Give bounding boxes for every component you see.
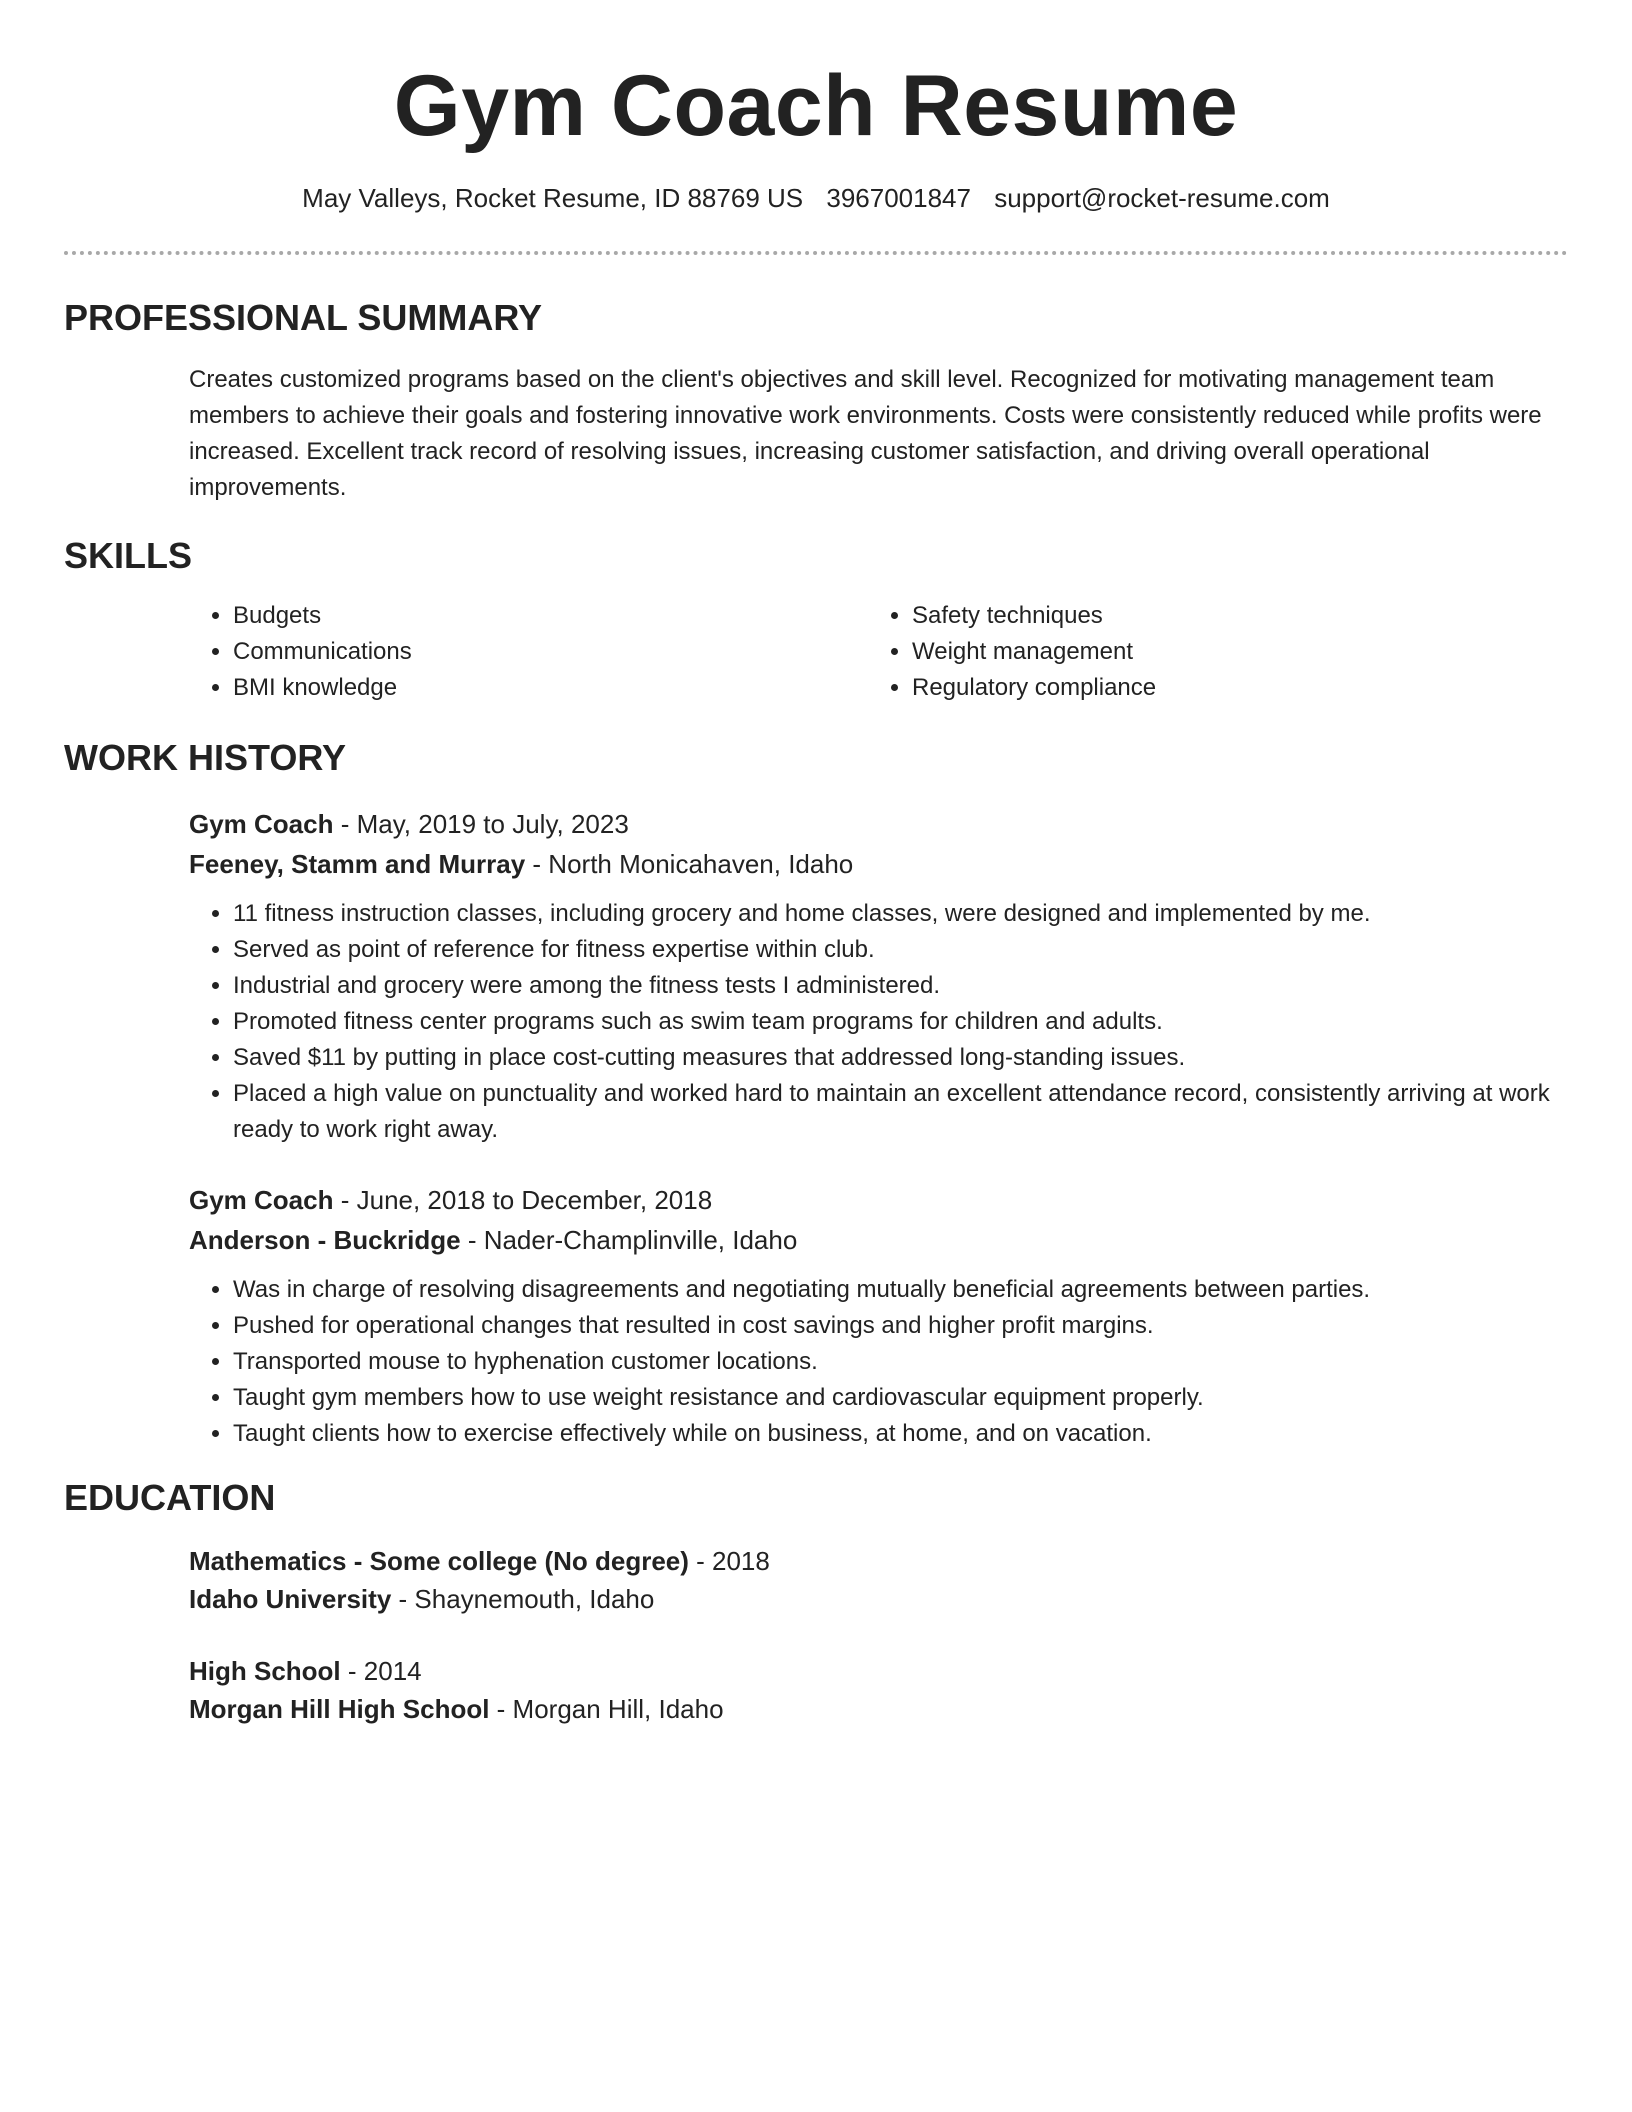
education-school-line	[189, 1690, 1569, 1728]
job-entry	[189, 1180, 1569, 1452]
job-bullet: • Industrial and grocery were among the fitness tests I administered.	[233, 968, 1573, 1004]
education-year: - 2014	[340, 1656, 422, 1686]
education-entry	[189, 1542, 1569, 1618]
resume-title: Gym Coach Resume	[393, 58, 1239, 154]
education-school: Morgan Hill High School	[189, 1694, 490, 1724]
work-history-heading: WORK HISTORY	[64, 737, 347, 778]
education-year: - 2018	[688, 1546, 770, 1576]
job-bullet: • Was in charge of resolving disagreements and negotiating mutually beneficial agreements between parties.	[233, 1272, 1573, 1308]
education-school-line	[189, 1580, 1569, 1618]
education-degree-line	[189, 1542, 1569, 1580]
skill-item: • Weight management	[912, 634, 1528, 670]
job-bullet: • Taught gym members how to use weight resistance and cardiovascular equipment properly.	[233, 1380, 1573, 1416]
job-bullet: • Served as point of reference for fitness expertise within club.	[233, 932, 1573, 968]
job-bullet: • Pushed for operational changes that resulted in cost savings and higher profit margins.	[233, 1308, 1573, 1344]
summary-section	[189, 362, 1561, 506]
skill-item: • Communications	[233, 634, 849, 670]
summary-heading: PROFESSIONAL SUMMARY	[64, 297, 543, 338]
job-title: Gym Coach	[189, 1185, 334, 1215]
education-heading: EDUCATION	[64, 1477, 276, 1518]
job-company-line	[189, 1220, 1569, 1260]
job-bullet: • Transported mouse to hyphenation customer locations.	[233, 1344, 1573, 1380]
skill-item: • Safety techniques	[912, 598, 1528, 634]
contact-email: support@rocket-resume.com	[994, 183, 1330, 213]
education-degree-line	[189, 1652, 1569, 1690]
job-entry	[189, 804, 1569, 1148]
education-degree: Mathematics - Some college (No degree)	[189, 1546, 689, 1576]
education-school: Idaho University	[189, 1584, 392, 1614]
skills-left-column	[189, 598, 849, 706]
job-location: - Nader-Champlinville, Idaho	[460, 1225, 798, 1255]
education-location: - Morgan Hill, Idaho	[489, 1694, 724, 1724]
job-bullet: • 11 fitness instruction classes, including grocery and home classes, were designed and implemented by me.	[233, 896, 1573, 932]
job-company: Anderson - Buckridge	[189, 1225, 461, 1255]
job-dates: - June, 2018 to December, 2018	[333, 1185, 713, 1215]
job-bullet: • Taught clients how to exercise effectively while on business, at home, and on vacation.	[233, 1416, 1573, 1452]
summary-text: Creates customized programs based on the client's objectives and skill level. Recognized for motivating management team members to achieve their goals and fostering innovative work environments. Costs were consistently reduced while profits were increased. Excellent track record of resolving issues, increasing customer satisfaction, and driving overall operational improvements.	[189, 366, 1542, 501]
job-title: Gym Coach	[189, 809, 334, 839]
skills-heading: SKILLS	[64, 535, 193, 576]
job-location: - North Monicahaven, Idaho	[525, 849, 854, 879]
job-bullet: • Placed a high value on punctuality and worked hard to maintain an excellent attendance record, consistently arriving at work ready to work right away.	[233, 1076, 1573, 1148]
education-location: - Shaynemouth, Idaho	[391, 1584, 655, 1614]
contact-address: May Valleys, Rocket Resume, ID 88769 US	[302, 183, 804, 213]
skill-item: • Regulatory compliance	[912, 670, 1528, 706]
contact-phone: 3967001847	[826, 183, 971, 213]
job-bullet: • Promoted fitness center programs such as swim team programs for children and adults.	[233, 1004, 1573, 1040]
education-entry	[189, 1652, 1569, 1728]
job-bullet: • Saved $11 by putting in place cost-cutting measures that addressed long-standing issues.	[233, 1040, 1573, 1076]
skill-item: • BMI knowledge	[233, 670, 849, 706]
job-dates: - May, 2019 to July, 2023	[333, 809, 629, 839]
education-degree: High School	[189, 1656, 341, 1686]
contact-info	[0, 180, 1632, 216]
header-divider	[64, 251, 1568, 255]
skills-right-column	[868, 598, 1528, 706]
job-title-line	[189, 1180, 1569, 1220]
job-company: Feeney, Stamm and Murray	[189, 849, 526, 879]
skill-item: • Budgets	[233, 598, 849, 634]
job-company-line	[189, 844, 1569, 884]
job-title-line	[189, 804, 1569, 844]
